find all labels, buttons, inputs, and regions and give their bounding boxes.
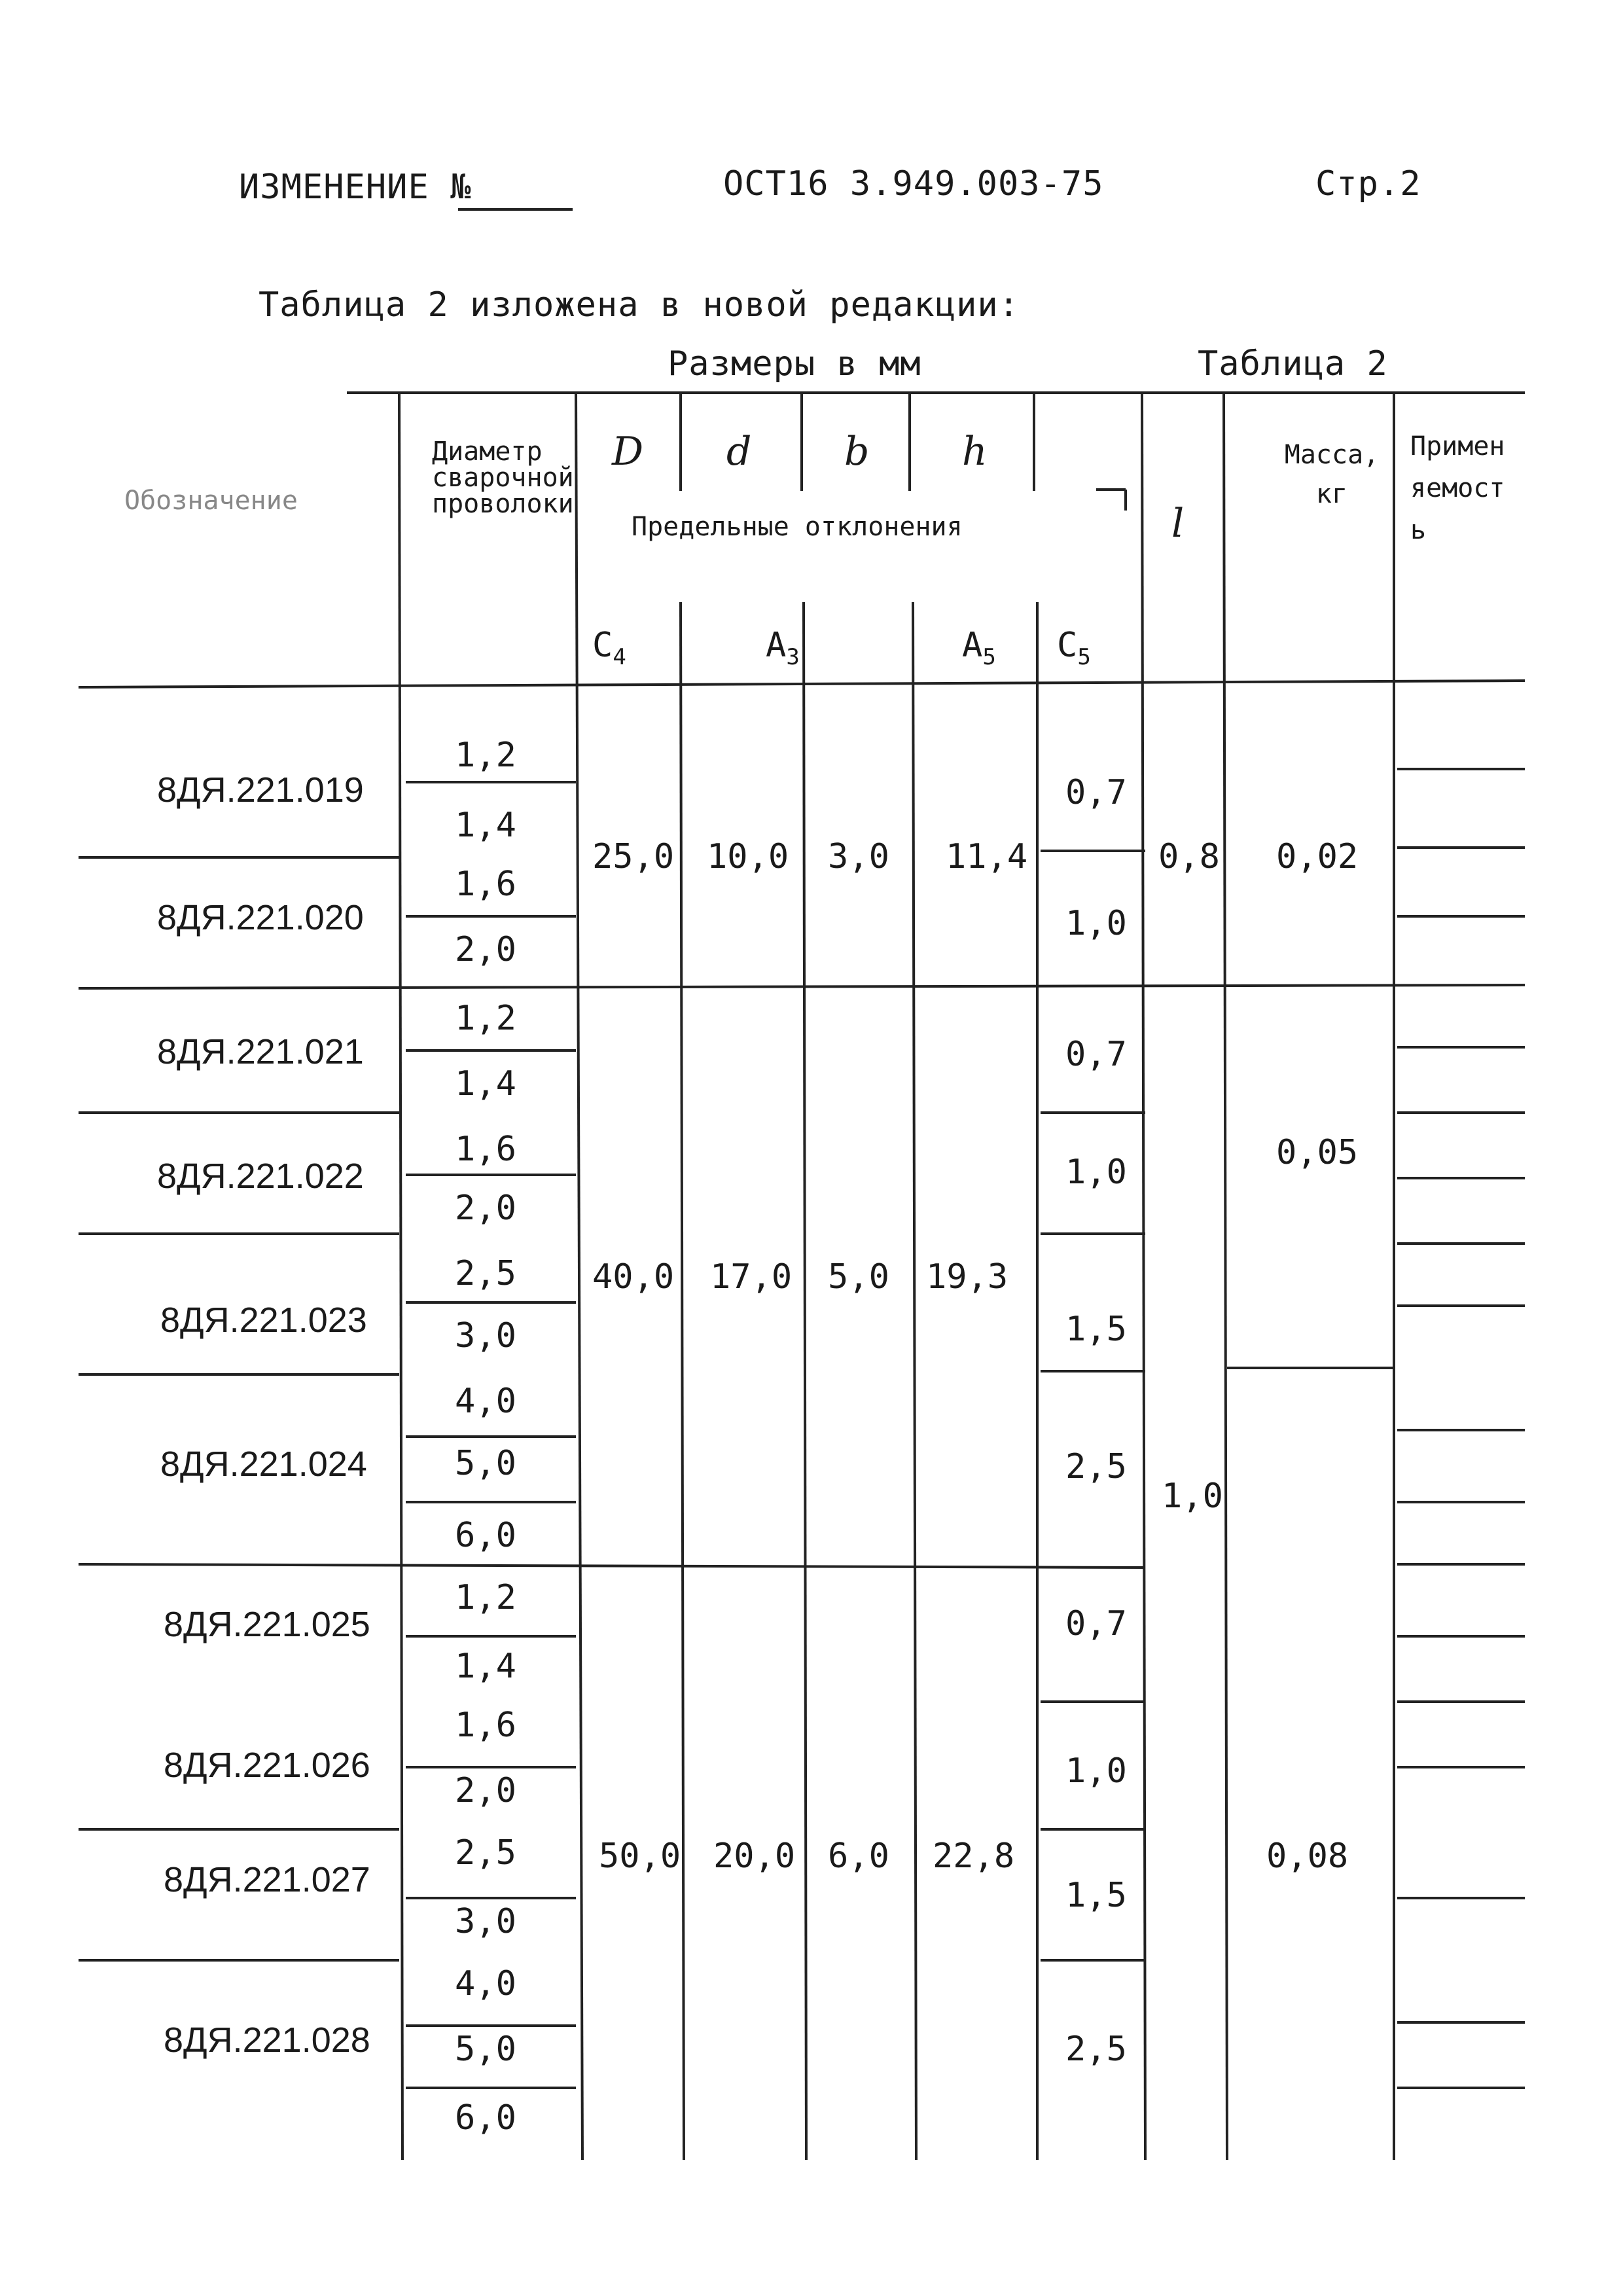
- diameter-cell: 1,2: [455, 1578, 516, 1617]
- h-value: 22,8: [933, 1837, 1015, 1876]
- col-applicability: Применяемость: [1410, 431, 1505, 545]
- diameter-cell: 1,6: [455, 865, 516, 904]
- col-mass: Масса, кг: [1284, 440, 1380, 509]
- col-h: h: [962, 429, 988, 475]
- designation: 8ДЯ.221.025: [164, 1605, 370, 1644]
- d-value: 20,0: [713, 1837, 796, 1876]
- c5-value: 2,5: [1065, 2030, 1127, 2069]
- designation: 8ДЯ.221.028: [164, 2020, 370, 2060]
- designation: 8ДЯ.221.027: [164, 1860, 370, 1899]
- designation: 8ДЯ.221.022: [157, 1157, 364, 1196]
- col-A3: $A_3$: [766, 626, 800, 670]
- c5-value: 0,7: [1065, 1035, 1127, 1074]
- standard-number: ОСТ16 3.949.003-75: [723, 164, 1104, 204]
- change-label: ИЗМЕНЕНИЕ №: [239, 168, 472, 207]
- designation: 8ДЯ.221.019: [157, 770, 364, 810]
- col-wire-diameter: Диаметр сварочной проволоки: [432, 437, 574, 519]
- mass-value: 0,02: [1276, 837, 1359, 876]
- table-number: Таблица 2: [1198, 344, 1388, 384]
- diameter-cell: 1,2: [455, 736, 516, 775]
- b-value: 5,0: [828, 1257, 889, 1297]
- h-value: 19,3: [926, 1257, 1008, 1297]
- col-D: D: [612, 429, 644, 475]
- designation: 8ДЯ.221.021: [157, 1032, 364, 1071]
- diameter-cell: 4,0: [455, 1382, 516, 1421]
- diameter-cell: 2,0: [455, 1771, 516, 1810]
- col-d: d: [726, 429, 752, 475]
- col-designation: Обозначение: [124, 486, 298, 516]
- c5-value: 0,7: [1065, 1604, 1127, 1643]
- mass-value: 0,08: [1266, 1837, 1349, 1876]
- diameter-cell: 3,0: [455, 1316, 516, 1355]
- col-l: l: [1171, 501, 1185, 547]
- d-value: 10,0: [707, 837, 789, 876]
- intro-text: Таблица 2 изложена в новой редакции:: [259, 285, 1020, 325]
- c5-value: 1,5: [1065, 1876, 1127, 1915]
- diameter-cell: 2,5: [455, 1254, 516, 1293]
- c5-value: 1,0: [1065, 1751, 1127, 1791]
- units-caption: Размеры в мм: [668, 344, 921, 384]
- diameter-cell: 1,4: [455, 806, 516, 845]
- c5-value: 1,0: [1065, 1153, 1127, 1192]
- c5-value: 1,5: [1065, 1310, 1127, 1349]
- D-value: 40,0: [592, 1257, 675, 1297]
- diameter-cell: 1,4: [455, 1647, 516, 1686]
- diameter-cell: 4,0: [455, 1964, 516, 2003]
- designation: 8ДЯ.221.020: [157, 898, 364, 937]
- D-value: 50,0: [599, 1837, 681, 1876]
- D-value: 25,0: [592, 837, 675, 876]
- mass-value: 0,05: [1276, 1133, 1359, 1172]
- diameter-cell: 5,0: [455, 2030, 516, 2069]
- diameter-cell: 1,6: [455, 1130, 516, 1169]
- b-value: 6,0: [828, 1837, 889, 1876]
- diameter-cell: 6,0: [455, 2098, 516, 2138]
- c5-value: 0,7: [1065, 773, 1127, 812]
- col-A5: $A_5$: [962, 626, 996, 670]
- h-value: 11,4: [946, 837, 1028, 876]
- designation: 8ДЯ.221.023: [160, 1300, 367, 1340]
- page-number: Стр.2: [1315, 164, 1421, 204]
- col-C5: $C_5$: [1057, 626, 1091, 670]
- l-value: 1,0: [1162, 1477, 1223, 1516]
- l-value: 0,8: [1158, 837, 1220, 876]
- col-b: b: [844, 429, 870, 475]
- diameter-cell: 1,2: [455, 999, 516, 1038]
- b-value: 3,0: [828, 837, 889, 876]
- diameter-cell: 6,0: [455, 1516, 516, 1555]
- d-value: 17,0: [710, 1257, 793, 1297]
- diameter-cell: 2,0: [455, 1189, 516, 1228]
- diameter-cell: 3,0: [455, 1902, 516, 1941]
- c5-value: 1,0: [1065, 904, 1127, 943]
- designation: 8ДЯ.221.026: [164, 1746, 370, 1785]
- diameter-cell: 1,6: [455, 1706, 516, 1745]
- col-C4: $C_4$: [592, 626, 626, 670]
- c5-value: 2,5: [1065, 1447, 1127, 1486]
- designation: 8ДЯ.221.024: [160, 1444, 367, 1484]
- diameter-cell: 2,0: [455, 930, 516, 969]
- diameter-cell: 1,4: [455, 1064, 516, 1103]
- diameter-cell: 2,5: [455, 1833, 516, 1873]
- diameter-cell: 5,0: [455, 1444, 516, 1483]
- col-tolerances: Предельные отклонения: [632, 512, 963, 542]
